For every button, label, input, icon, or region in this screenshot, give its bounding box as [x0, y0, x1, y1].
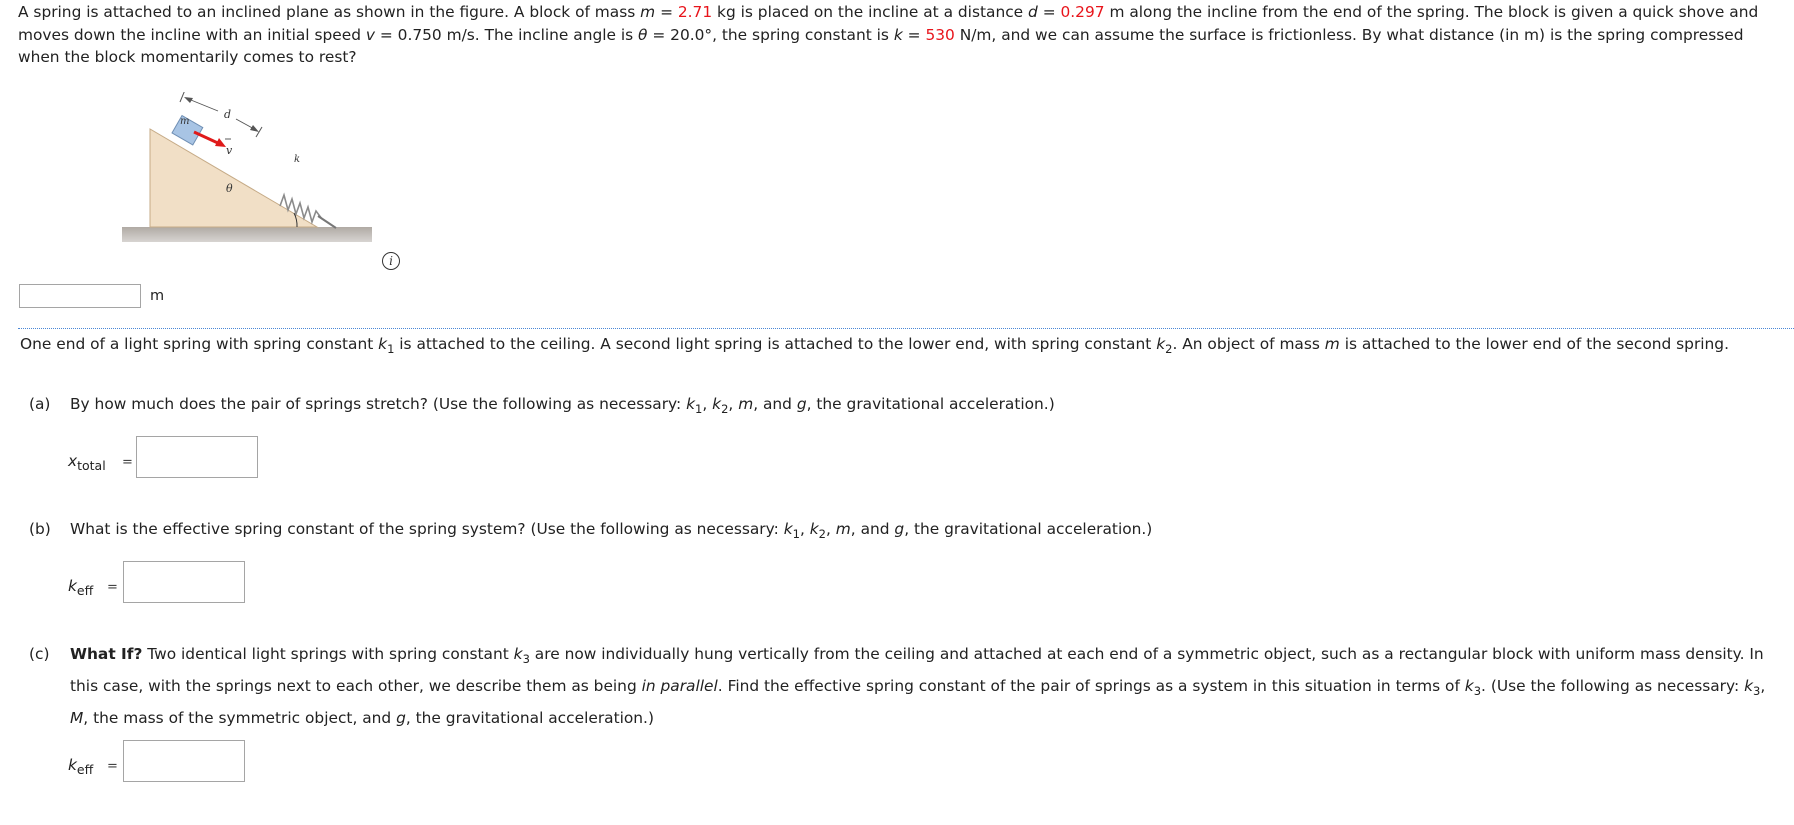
problem-2-text: One end of a light spring with spring constant $k_1$ is attached to the ceiling. A second light spring is attached to the lower end, with spring constant $k_2$. An object of mass m is attached to the lower end of the second spring.	[20, 335, 1729, 357]
spring-constant-value: 530	[925, 25, 955, 44]
incline-figure	[122, 92, 382, 242]
incline	[150, 129, 317, 227]
part-a	[0, 391, 1794, 418]
k-eff-c-input[interactable]	[123, 740, 245, 782]
k-eff-c-label: $k_{eff}$	[68, 756, 94, 778]
floor	[122, 227, 372, 242]
info-icon[interactable]: i	[382, 252, 400, 270]
k-eff-b-label: $k_{eff}$	[68, 577, 94, 599]
x-total-input[interactable]	[136, 436, 258, 478]
question-divider	[18, 328, 1794, 329]
answer-1-input[interactable]	[19, 284, 141, 308]
part-a-text: By how much does the pair of springs stretch? (Use the following as necessary: $k_1$, $k_2$, m, and g, the gravitational acceleration.)	[70, 395, 1055, 417]
part-c-label: (c)	[29, 645, 50, 663]
answer-1-unit: m	[150, 288, 165, 304]
problem-1-text: A spring is attached to an inclined plane as shown in the figure. A block of mass m = 2.71 kg is placed on the incline at a distance d = 0.297 m along the incline from the end of the spring. The block is given a quick shove and moves down the incline with an initial speed v = 0.750 m/s. The incline angle is θ = 20.0°, the spring constant is k = 530 N/m, and we can assume the surface is frictionless. By what distance (in m) is the spring compressed when the block momentarily comes to rest?	[18, 3, 1759, 66]
mass-label: m	[180, 116, 190, 127]
distance-value: 0.297	[1060, 3, 1105, 21]
part-c-text: What If? Two identical light springs with spring constant $k_3$ are now individually hung vertically from the ceiling and attached at each end of a symmetric object, such as a rectangular block with uniform mass density. In this case, with the springs next to each other, we describe them as being in parallel. Find the effective spring constant of the pair of springs as a system in this situation in terms of $k_3$. (Use the following as necessary: $k_3$, M, the mass of the symmetric object, and g, the gravitational acceleration.)	[70, 645, 1766, 728]
x-total-label: $x_{total}$	[68, 452, 106, 474]
part-b-text: What is the effective spring constant of the spring system? (Use the following as necessary: $k_1$, $k_2$, m, and g, the gravitational acceleration.)	[70, 520, 1153, 542]
mass-value: 2.71	[677, 3, 713, 21]
spring-label: k	[294, 154, 301, 165]
part-a-label: (a)	[29, 395, 51, 413]
part-c	[0, 641, 1794, 728]
part-b-label: (b)	[29, 520, 51, 538]
part-b	[0, 516, 1794, 543]
angle-label: θ	[226, 182, 233, 195]
distance-label: d	[224, 108, 232, 121]
k-eff-b-input[interactable]	[123, 561, 245, 603]
velocity-label: v	[226, 144, 233, 157]
